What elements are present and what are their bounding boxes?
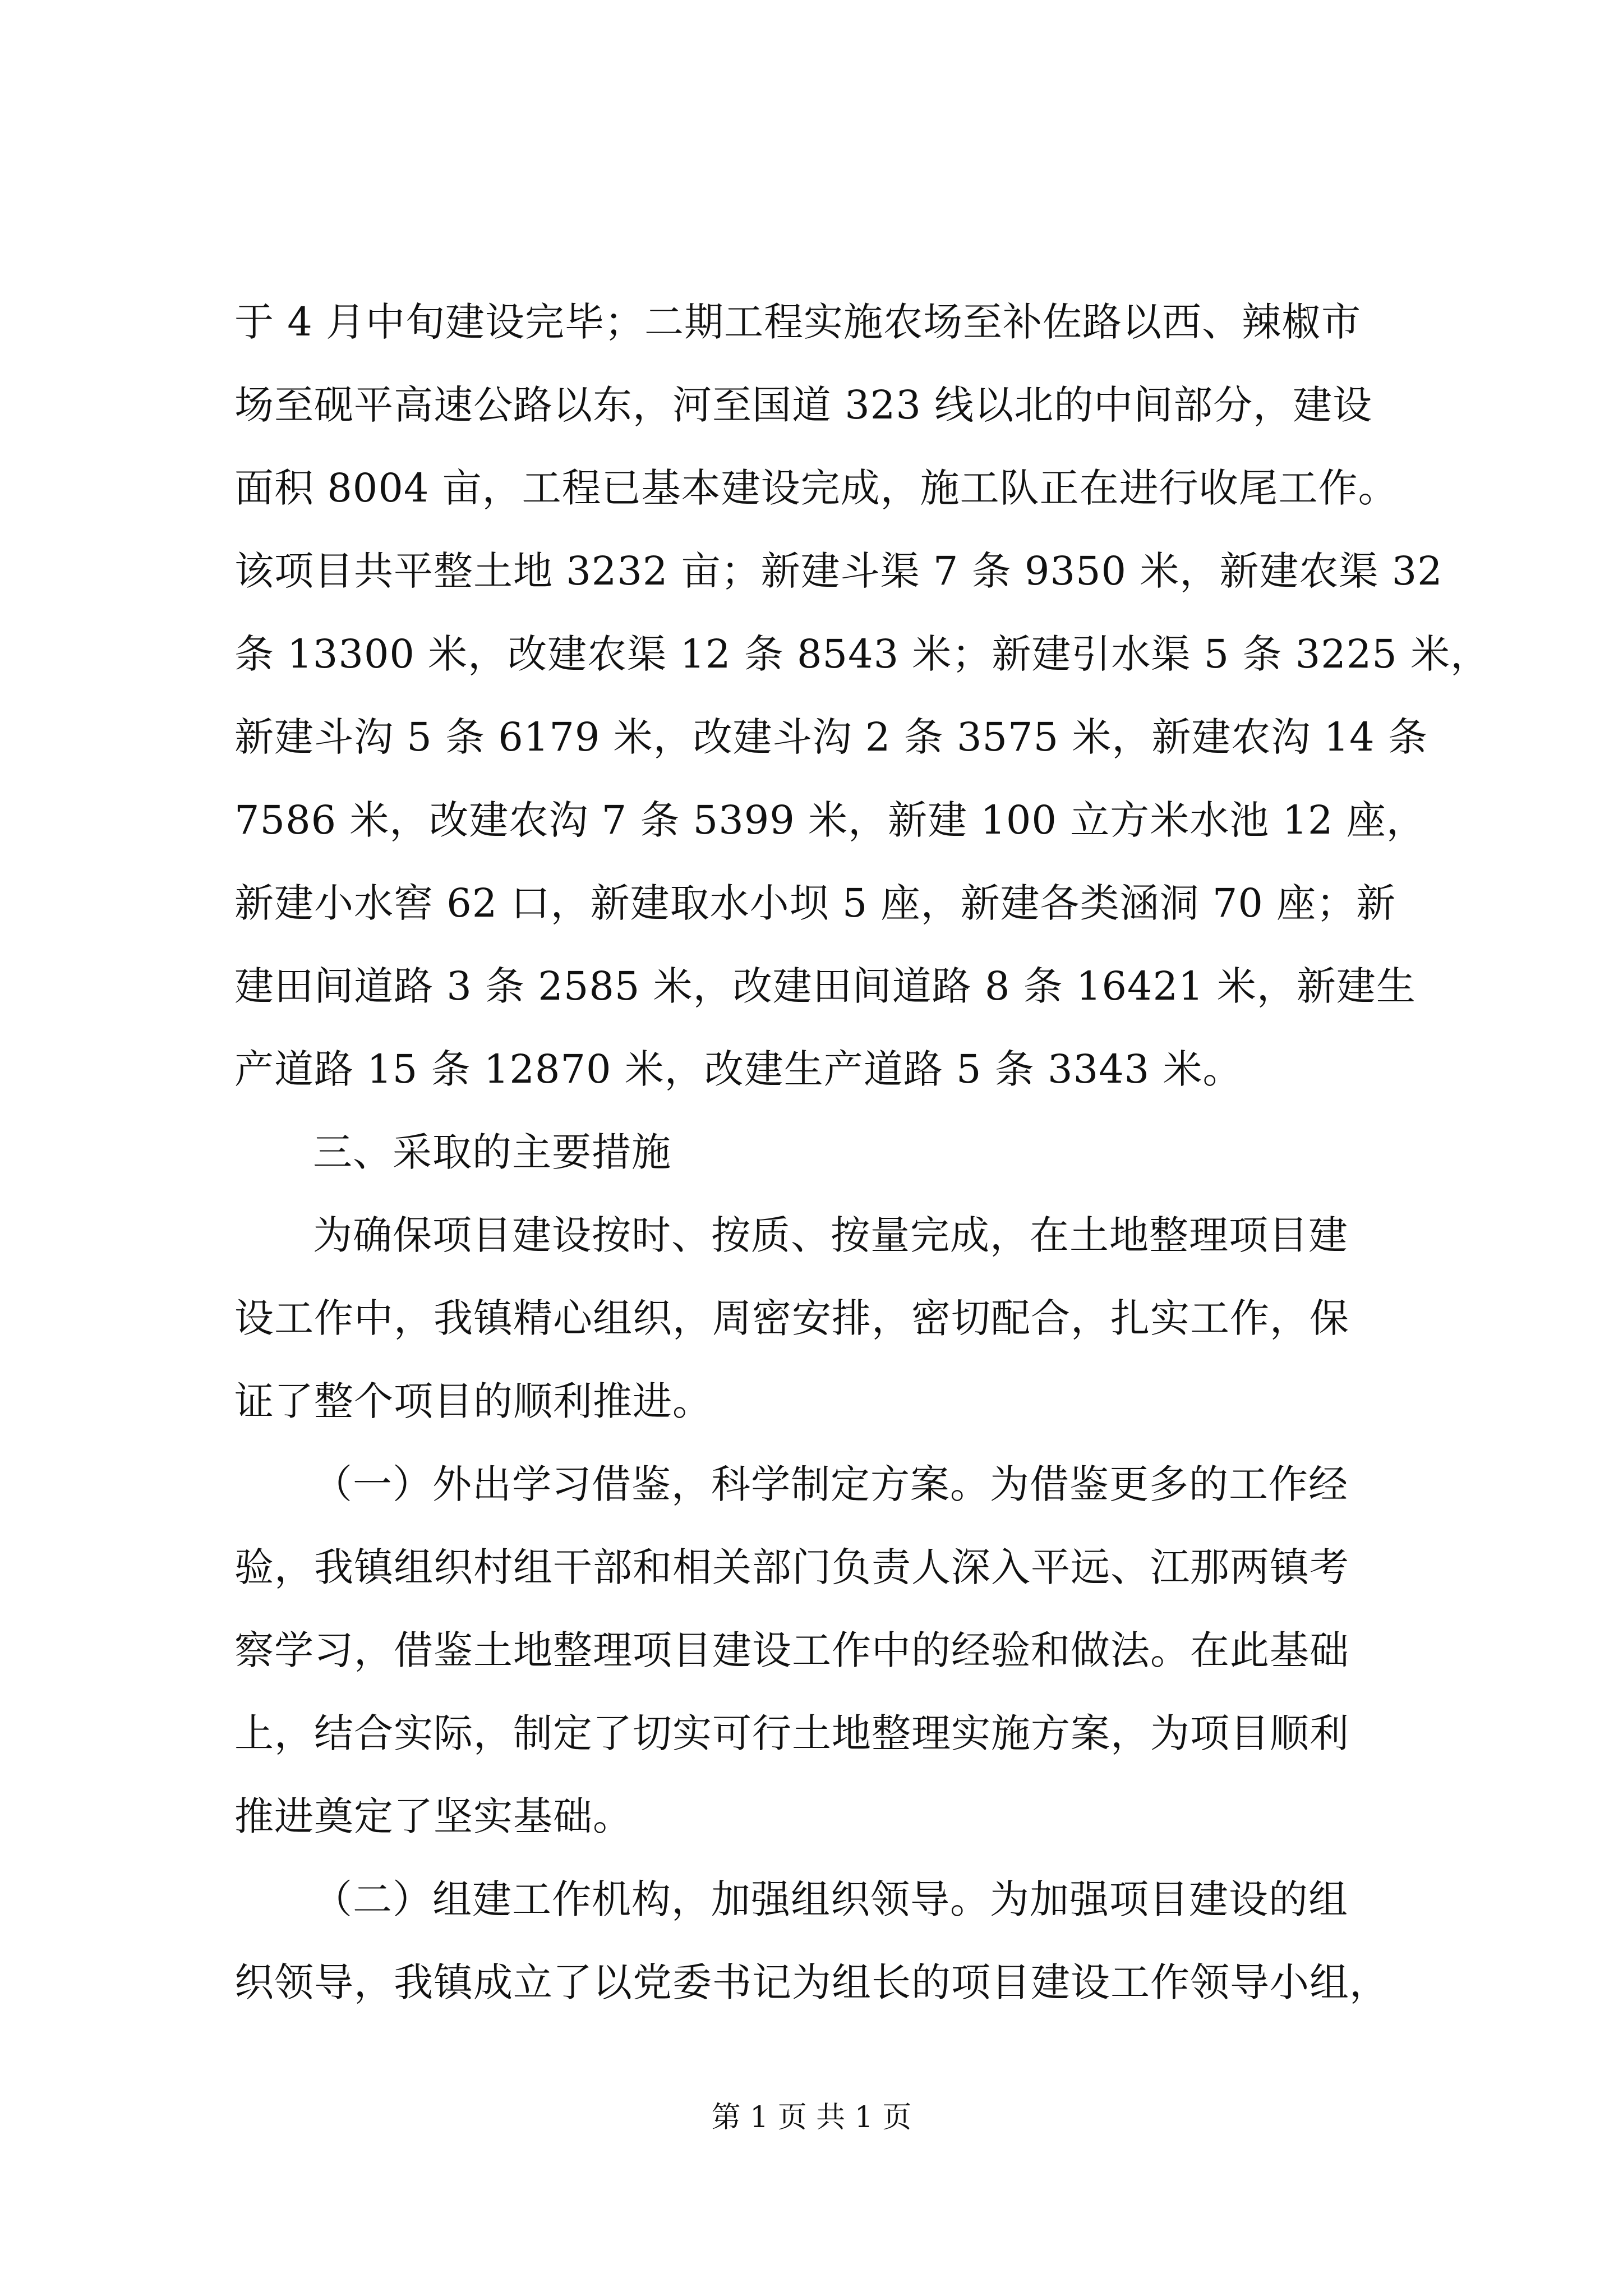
page-footer: 第 1 页 共 1 页 [711,2101,912,2134]
subsection-heading-2: （二）组建工作机构，加强组织领导。为加强项目建设的组 [313,1876,1348,1922]
subsection-heading-1: （一）外出学习借鉴，科学制定方案。为借鉴更多的工作经 [313,1461,1348,1507]
text-line-4: 该项目共平整土地 3232 亩；新建斗渠 7 条 9350 米，新建农渠 32 [234,548,1443,594]
text-line-9: 建田间道路 3 条 2585 米，改建田间道路 8 条 16421 米，新建生 [234,963,1416,1009]
section-heading: 三、采取的主要措施 [313,1129,671,1175]
text-line-3: 面积 8004 亩，工程已基本建设完成，施工队正在进行收尾工作。 [234,465,1398,511]
text-line-10: 产道路 15 条 12870 米，改建生产道路 5 条 3343 米。 [234,1046,1243,1092]
text-line-19: 推进奠定了坚实基础。 [234,1793,633,1839]
text-line-16: 验，我镇组织村组干部和相关部门负责人深入平远、江那两镇考 [234,1544,1349,1590]
text-line-6: 新建斗沟 5 条 6179 米，改建斗沟 2 条 3575 米，新建农沟 14 条 [234,714,1428,760]
text-line-18: 上，结合实际，制定了切实可行土地整理实施方案，为项目顺利 [234,1710,1349,1756]
text-line-1: 于 4 月中旬建设完毕；二期工程实施农场至补佐路以西、辣椒市 [234,299,1362,345]
text-line-13: 设工作中，我镇精心组织，周密安排，密切配合，扎实工作，保 [234,1295,1349,1341]
text-line-7: 7586 米，改建农沟 7 条 5399 米，新建 100 立方米水池 12 座， [234,797,1426,843]
text-line-21: 织领导，我镇成立了以党委书记为组长的项目建设工作领导小组， [234,1959,1389,2005]
text-line-17: 察学习，借鉴土地整理项目建设工作中的经验和做法。在此基础 [234,1627,1349,1673]
text-line-8: 新建小水窖 62 口，新建取水小坝 5 座，新建各类涵洞 70 座；新 [234,880,1396,926]
text-line-12: 为确保项目建设按时、按质、按量完成，在土地整理项目建 [313,1212,1348,1258]
text-line-14: 证了整个项目的顺利推进。 [234,1378,712,1424]
text-line-2: 场至砚平高速公路以东，河至国道 323 线以北的中间部分，建设 [234,382,1373,428]
text-line-5: 条 13300 米，改建农渠 12 条 8543 米；新建引水渠 5 条 3225 米， [234,631,1491,677]
document-body [234,280,1491,2024]
